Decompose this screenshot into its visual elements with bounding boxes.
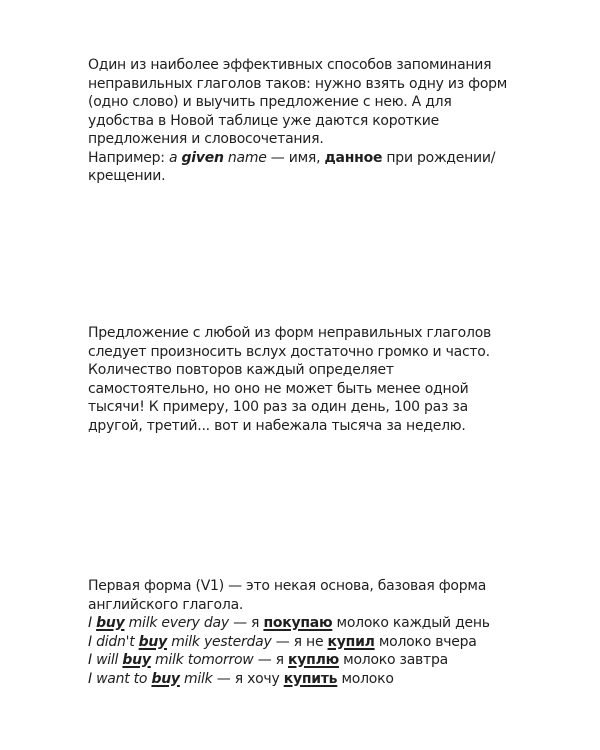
- example-en-key: buy: [151, 670, 180, 687]
- example-en-post: name: [223, 149, 267, 166]
- text-line: английского глагола.: [88, 596, 244, 613]
- example-en-pre: I: [88, 615, 97, 631]
- example-prefix: Например:: [88, 149, 169, 166]
- example-en-key: buy: [122, 652, 151, 668]
- text-line: крещении.: [88, 168, 166, 184]
- example-ru-post: молоко каждый день: [332, 615, 490, 631]
- example-ru-key: покупаю: [263, 615, 333, 631]
- text-line: удобства в Новой таблице уже даются короткие: [88, 112, 439, 129]
- example-en-pre: a: [168, 149, 182, 166]
- example-en-pre: I want to: [88, 670, 152, 687]
- example-ru-key: куплю: [288, 652, 339, 668]
- text-line: предложения и словосочетания.: [88, 131, 324, 147]
- example-en-post: milk every day: [124, 615, 229, 631]
- example-ru-post: молоко вчера: [374, 633, 477, 650]
- example-en-key: buy: [138, 633, 168, 650]
- example-ru-post: при рождении/: [382, 149, 496, 166]
- example-ru-post: молоко: [337, 670, 394, 687]
- example-dash: — я хочу: [212, 670, 284, 687]
- example-en-post: milk yesterday: [167, 633, 272, 650]
- example-en-post: milk: [179, 670, 213, 687]
- text-line: следует произносить вслух достаточно громко и часто.: [88, 343, 490, 360]
- example-ru-post: молоко завтра: [338, 652, 448, 668]
- example-line: [88, 633, 528, 652]
- example-line: [88, 614, 528, 633]
- example-line: [88, 651, 528, 670]
- example-en-pre: I didn't: [88, 633, 139, 650]
- example-dash: — я: [253, 652, 289, 668]
- example-en-pre: I will: [88, 652, 123, 668]
- text-line: Предложение с любой из форм неправильных глаголов: [88, 325, 492, 341]
- example-dash: — я: [228, 615, 264, 631]
- example-dash: — имя,: [266, 149, 325, 166]
- text-line: самостоятельно, но оно не может быть менее одной: [88, 380, 469, 397]
- text-line: тысячи! К примеру, 100 раз за один день, 100 раз за: [88, 399, 468, 415]
- paragraph-repetition-advice: [88, 324, 528, 435]
- example-line: [88, 670, 528, 689]
- text-line: (одно слово) и выучить предложение с нею. А для: [88, 94, 452, 110]
- text-line: Один из наиболее эффективных способов запоминания: [88, 57, 492, 73]
- example-ru-key: данное: [324, 149, 383, 166]
- example-en-key: buy: [96, 615, 125, 631]
- example-ru-key: купил: [327, 633, 375, 650]
- example-en-key: given: [181, 149, 224, 166]
- paragraph-first-form: [88, 577, 528, 688]
- text-line: Первая форма (V1) — это некая основа, базовая форма: [88, 578, 487, 594]
- text-line: другой, третий... вот и набежала тысяча за неделю.: [88, 417, 466, 434]
- text-line: Количество повторов каждый определяет: [88, 362, 394, 378]
- paragraph-memorization-method: [88, 56, 528, 186]
- text-line: неправильных глаголов таков: нужно взять одну из форм: [88, 75, 508, 92]
- example-dash: — я не: [271, 633, 328, 650]
- example-ru-key: купить: [283, 670, 338, 687]
- example-line: [88, 149, 528, 168]
- example-en-post: milk tomorrow: [150, 652, 254, 668]
